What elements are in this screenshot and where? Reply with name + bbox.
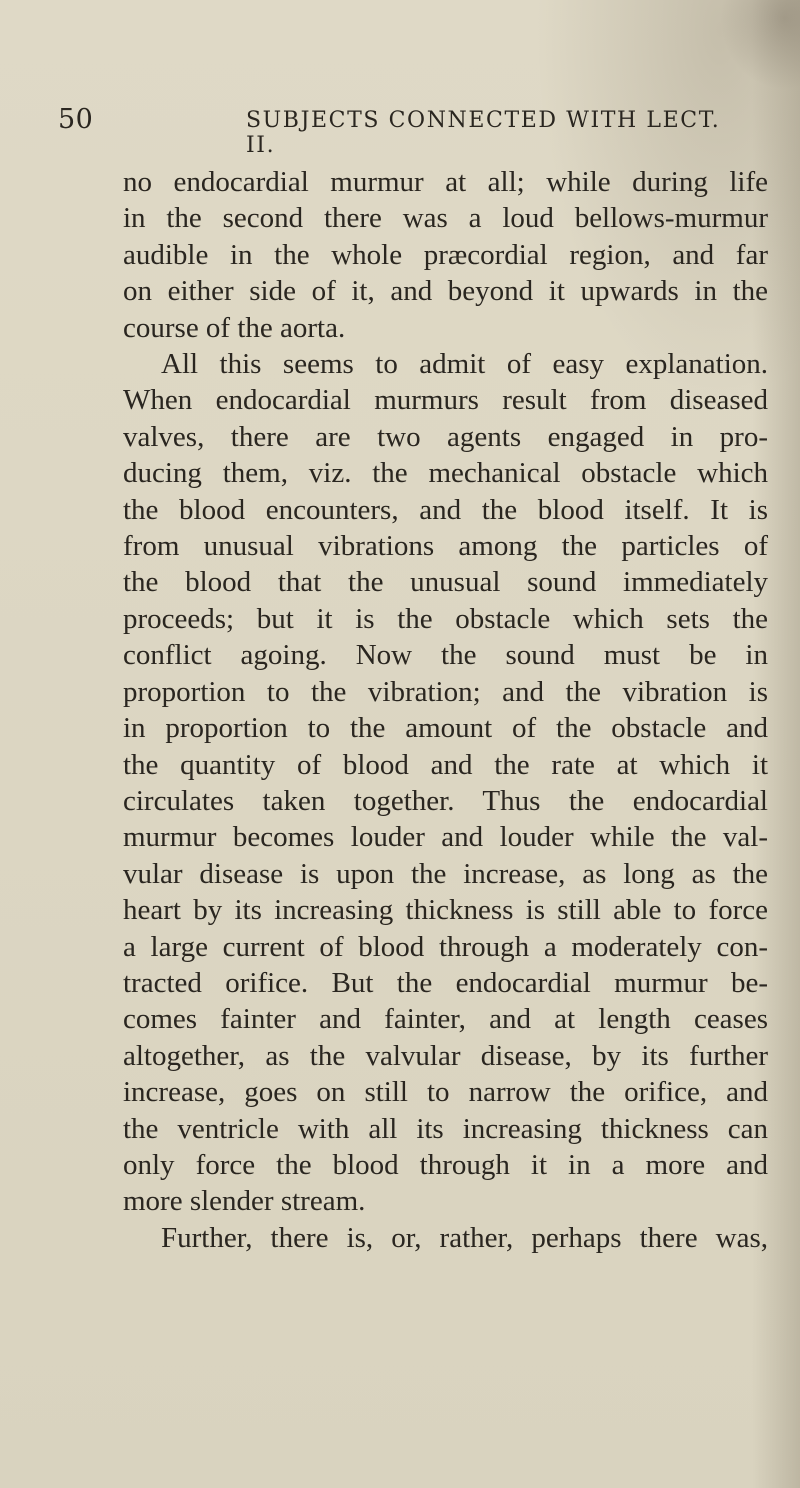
text-line: the blood encounters, and the blood itself. It is	[123, 493, 768, 526]
text-line: the blood that the unusual sound immediately	[123, 566, 768, 599]
text-line: altogether, as the valvular disease, by its further	[123, 1039, 768, 1072]
body-text	[123, 164, 768, 1256]
text-line: When endocardial murmurs result from diseased	[123, 384, 768, 417]
page-number: 50	[58, 104, 94, 135]
page-stain	[720, 0, 800, 90]
text-line: on either side of it, and beyond it upwards in the	[123, 275, 768, 308]
text-line: from unusual vibrations among the particles of	[123, 530, 768, 563]
text-line: the quantity of blood and the rate at which it	[123, 748, 768, 781]
text-line: proceeds; but it is the obstacle which sets the	[123, 602, 768, 635]
text-line: murmur becomes louder and louder while the val-	[123, 821, 768, 854]
text-line: course of the aorta.	[123, 311, 346, 344]
paragraph	[123, 1220, 768, 1256]
text-line: a large current of blood through a moderately con-	[123, 930, 768, 963]
running-head-title: SUBJECTS CONNECTED WITH LECT. II.	[246, 108, 721, 158]
text-line: only force the blood through it in a more and	[123, 1148, 768, 1181]
text-line: audible in the whole præcordial region, and far	[123, 238, 768, 271]
text-line: ducing them, viz. the mechanical obstacle which	[123, 457, 768, 490]
text-line: increase, goes on still to narrow the orifice, and	[123, 1076, 768, 1109]
text-line: the ventricle with all its increasing thickness can	[123, 1112, 768, 1145]
text-line: comes fainter and fainter, and at length ceases	[123, 1003, 768, 1036]
text-line: more slender stream.	[123, 1185, 366, 1218]
text-line: conflict agoing. Now the sound must be in	[123, 639, 768, 672]
paragraph	[123, 164, 768, 346]
text-line: heart by its increasing thickness is still able to force	[123, 894, 768, 927]
text-line: proportion to the vibration; and the vibration is	[123, 675, 768, 708]
running-head	[58, 104, 758, 158]
text-line: in the second there was a loud bellows-murmur	[123, 202, 768, 235]
text-line: Further, there is, or, rather, perhaps there was,	[161, 1221, 768, 1254]
text-line: circulates taken together. Thus the endocardial	[123, 784, 768, 817]
text-line: in proportion to the amount of the obstacle and	[123, 712, 768, 745]
text-line: vular disease is upon the increase, as long as the	[123, 857, 768, 890]
paragraph	[123, 346, 768, 1220]
text-line: All this seems to admit of easy explanation.	[161, 348, 768, 381]
text-line: tracted orifice. But the endocardial murmur be-	[123, 966, 768, 999]
text-line: valves, there are two agents engaged in pro-	[123, 420, 768, 453]
text-line: no endocardial murmur at all; while during life	[123, 166, 768, 198]
